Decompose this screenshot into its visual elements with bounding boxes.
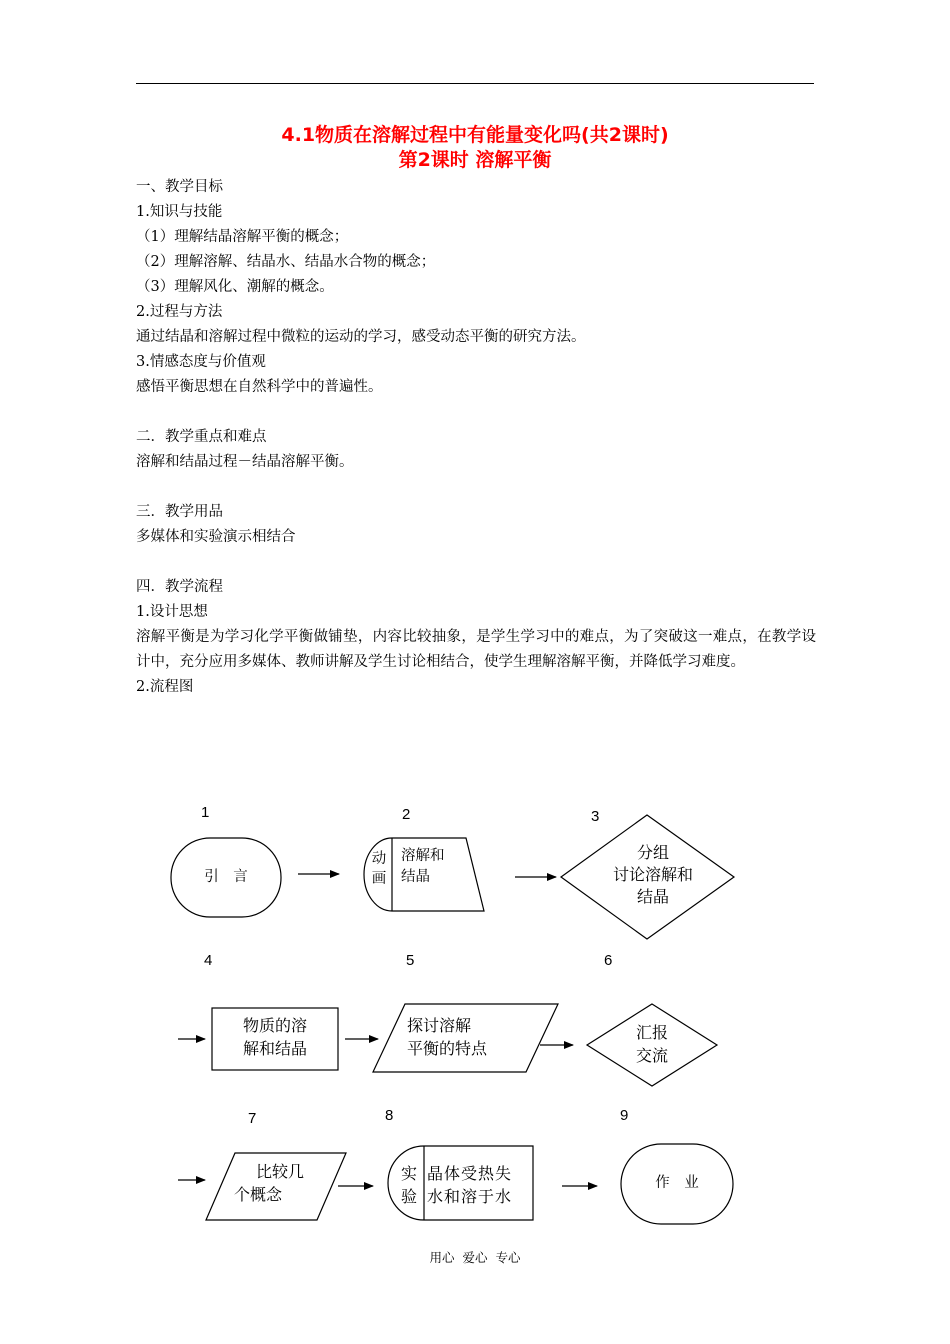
- node-2-left-line1: 动: [371, 851, 387, 867]
- objective-item: （2）理解溶解、结晶水、结晶水合物的概念；: [136, 254, 436, 270]
- node-3-line1: 分组: [636, 843, 669, 862]
- node-3-line3: 结晶: [636, 887, 669, 906]
- node-7-line1: 比较几: [256, 1162, 305, 1181]
- node-7-line2: 个概念: [234, 1185, 283, 1204]
- subheading-attitude: 3.情感态度与价值观: [136, 354, 266, 370]
- node-2-right-line1: 溶解和: [401, 848, 445, 864]
- section-heading-3: 三．教学用品: [136, 504, 223, 520]
- step-number-3: 3: [591, 808, 600, 825]
- node-6-line1: 汇报: [635, 1023, 668, 1042]
- node-5-line2: 平衡的特点: [407, 1039, 488, 1058]
- node-2-display: [364, 838, 484, 911]
- node-6-line2: 交流: [635, 1046, 668, 1065]
- node-7-data: [206, 1153, 346, 1220]
- node-9-label: 作 业: [655, 1175, 699, 1191]
- node-8-left-line2: 验: [400, 1187, 417, 1206]
- materials-text: 多媒体和实验演示相结合: [136, 529, 296, 545]
- section-heading-4: 四．教学流程: [136, 579, 223, 595]
- step-number-7: 7: [248, 1110, 257, 1127]
- design-paragraph: 溶解平衡是为学习化学平衡做铺垫，内容比较抽象，是学生学习中的难点，为了突破这一难点，在教学设计中，充分应用多媒体、教师讲解及学生讨论相结合，使学生理解溶解平衡，并降低学习难度。: [136, 629, 816, 670]
- node-8-display: [388, 1146, 533, 1220]
- node-5-data: [373, 1004, 558, 1072]
- section-heading-2: 二．教学重点和难点: [136, 429, 267, 445]
- section-heading-1: 一、教学目标: [136, 179, 223, 195]
- node-1-label: 引 言: [204, 869, 248, 885]
- page-footer: 用心 爱心 专心: [429, 1250, 521, 1265]
- step-number-5: 5: [406, 952, 415, 969]
- node-5-line1: 探讨溶解: [407, 1016, 472, 1035]
- header-rule: [136, 83, 814, 84]
- process-text: 通过结晶和溶解过程中微粒的运动的学习，感受动态平衡的研究方法。: [136, 329, 586, 345]
- step-number-8: 8: [385, 1107, 394, 1124]
- subheading-design: 1.设计思想: [136, 604, 208, 620]
- node-2-left-line2: 画: [371, 871, 387, 887]
- node-2-right-line2: 结晶: [401, 869, 430, 885]
- node-3-decision: [561, 815, 734, 939]
- node-8-right-line1: 晶体受热失: [427, 1164, 513, 1183]
- node-1-terminal: [171, 838, 281, 917]
- subheading-knowledge: 1.知识与技能: [136, 204, 223, 220]
- step-number-4: 4: [204, 952, 213, 969]
- step-number-2: 2: [402, 806, 411, 823]
- node-8-left-line1: 实: [400, 1164, 417, 1183]
- document-body: [136, 175, 816, 700]
- subheading-flowchart: 2.流程图: [136, 679, 194, 695]
- node-9-terminal: [621, 1144, 733, 1224]
- step-number-1: 1: [201, 804, 210, 821]
- key-points-text: 溶解和结晶过程－结晶溶解平衡。: [136, 454, 354, 470]
- document-title: 4.1物质在溶解过程中有能量变化吗(共2课时): [281, 124, 669, 146]
- step-number-6: 6: [604, 952, 613, 969]
- node-3-line2: 讨论溶解和: [612, 865, 693, 884]
- node-4-line1: 物质的溶: [242, 1016, 307, 1035]
- objective-item: （3）理解风化、潮解的概念。: [136, 279, 334, 295]
- objective-item: （1）理解结晶溶解平衡的概念；: [136, 229, 349, 245]
- node-8-right-line2: 水和溶于水: [427, 1187, 513, 1206]
- subheading-process: 2.过程与方法: [136, 304, 223, 320]
- node-4-process: [212, 1008, 338, 1070]
- attitude-text: 感悟平衡思想在自然科学中的普遍性。: [136, 379, 383, 395]
- document-subtitle: 第2课时 溶解平衡: [398, 149, 552, 171]
- node-6-decision: [587, 1004, 717, 1086]
- node-4-line2: 解和结晶: [242, 1039, 307, 1058]
- step-number-9: 9: [620, 1107, 629, 1124]
